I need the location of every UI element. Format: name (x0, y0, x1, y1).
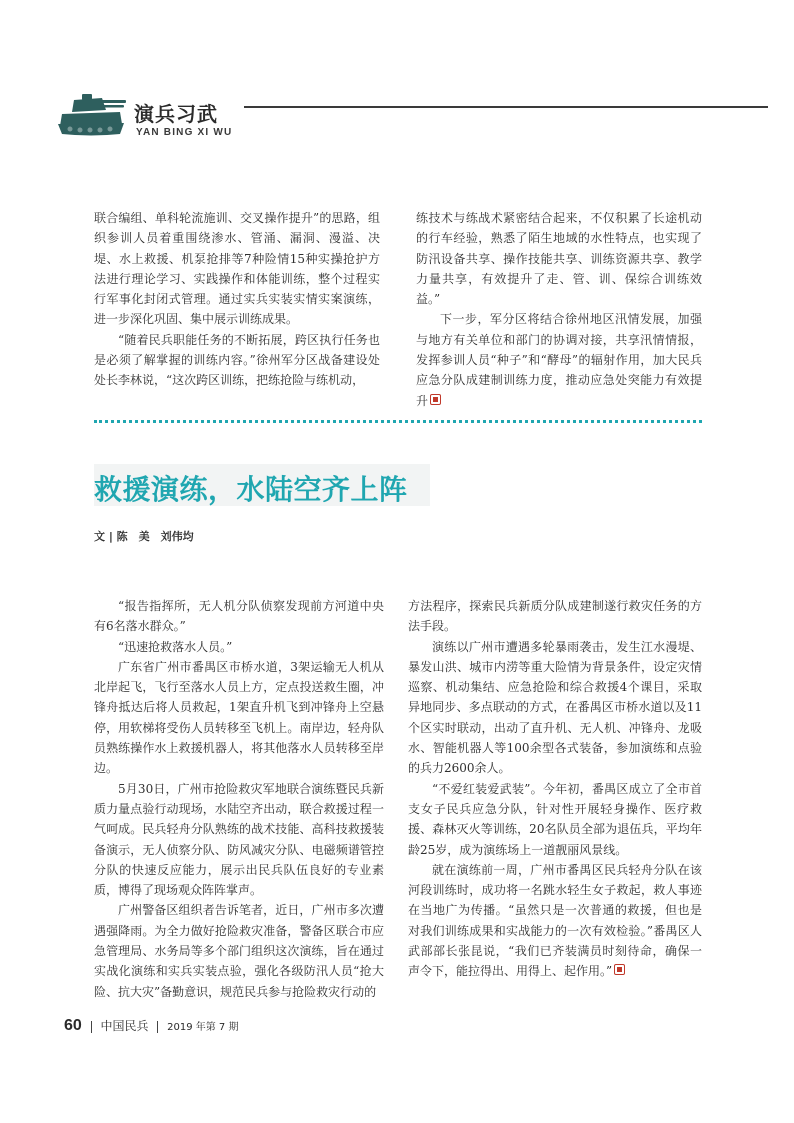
paragraph: “迅速抢救落水人员。” (118, 639, 233, 654)
paragraph-text: 就在演练前一周，广州市番禺区民兵轻舟分队在该河段训练时，成功将一名跳水轻生女子救起，救人事迹在当地广为传播。“虽然只是一次普通的救援，但也是对我们训练成果和实战能力的一次有效检验。”番禺区人武部部长张昆说，“我们已齐装满员时刻待命，确保一声令下，能拉得出、用得上、起作用。” (408, 862, 702, 979)
paragraph: 演练以广州市遭遇多轮暴雨袭击，发生江水漫堤、暴发山洪、城市内涝等重大险情为背景条件，设定灾情巡察、机动集结、应急抢险和综合救援4个课目，采取异地同步、多点联动的方式，在番禺区市桥水道以及11个区实时联动，出动了直升机、无人机、冲锋舟、龙吸水、智能机器人等100余型各式装备，参加演练和点验的兵力2600余人。 (408, 639, 702, 776)
article-left-column (94, 596, 384, 1002)
section-title: 演兵习武 (134, 102, 218, 126)
header-divider (244, 106, 768, 108)
footer-separator (157, 1021, 158, 1033)
paragraph: 广州警备区组织者告诉笔者，近日，广州市多次遭遇强降雨。为全力做好抢险救灾准备，警备区联合市应急管理局、水务局等多个部门组织这次演练，旨在通过实战化演练和实兵实装点验，强化各级防汛人员“抢大险、抗大灾”备勤意识，规范民兵参与抢险救灾行动的 (94, 903, 384, 999)
paragraph (416, 309, 702, 410)
paragraph: 方法程序，探索民兵新质分队成建制遂行救灾任务的方法手段。 (408, 599, 702, 634)
page-number: 60 (64, 1017, 82, 1034)
paragraph (408, 860, 702, 982)
paragraph: 广东省广州市番禺区市桥水道，3架运输无人机从北岸起飞，飞行至落水人员上方，定点投送救生圈，冲锋舟抵达后将人员救起，1架直升机飞到冲锋舟上空悬停，用软梯将受伤人员转移至飞机上。南岸边，轻舟队员熟练操作水上救援机器人，将其他落水人员转移至岸边。 (94, 659, 384, 776)
continuation-right-column (416, 208, 702, 411)
paragraph-text: 下一步，军分区将结合徐州地区汛情发展，加强与地方有关单位和部门的协调对接，共享汛情情报，发挥参训人员“种子”和“酵母”的辐射作用，加大民兵应急分队成建制训练力度，推动应急处突能力有效提升 (416, 312, 702, 408)
magazine-name: 中国民兵 (100, 1019, 149, 1033)
page-footer (64, 1017, 238, 1035)
paragraph: “报告指挥所，无人机分队侦察发现前方河道中央有6名落水群众。” (94, 599, 384, 634)
tank-icon (58, 94, 128, 136)
end-of-article-icon (614, 964, 625, 975)
paragraph: “随着民兵职能任务的不断拓展，跨区执行任务也是必须了解掌握的训练内容。”徐州军分区战备建设处处长李林说，“这次跨区训练，把练抢险与练机动， (94, 332, 380, 388)
article-right-column (408, 596, 702, 982)
paragraph: 联合编组、单科轮流施训、交叉操作提升”的思路，组织参训人员着重围绕渗水、管涌、漏洞、漫溢、决堤、水上救援、机泵抢排等7种险情15种实操抢护方法进行理论学习、实践操作和体能训练，整个过程实行军事化封闭式管理。通过实兵实装实情实案演练，进一步深化巩固、集中展示训练成果。 (94, 211, 380, 327)
article-title: 救援演练，水陆空齐上阵 (94, 473, 408, 506)
section-pinyin: YAN BING XI WU (136, 127, 233, 138)
paragraph: “不爱红装爱武装”。今年初，番禺区成立了全市首支女子民兵应急分队，针对性开展轻身操作、医疗救援、森林灭火等训练，20名队员全部为退伍兵，平均年龄25岁，成为演练场上一道靓丽风景线。 (408, 781, 702, 857)
section-divider (94, 420, 702, 423)
footer-separator (91, 1021, 92, 1033)
issue-label: 2019 年第 7 期 (167, 1022, 239, 1033)
end-of-article-icon (430, 394, 441, 405)
paragraph: 5月30日，广州市抢险救灾军地联合演练暨民兵新质力量点验行动现场，水陆空齐出动，联合救援过程一气呵成。民兵轻舟分队熟练的战术技能、高科技救援装备演示，无人侦察分队、防风减灾分队、电磁频谱管控分队的快速反应能力，展示出民兵队伍良好的专业素质，博得了现场观众阵阵掌声。 (94, 781, 384, 898)
byline: 文 | 陈 美 刘伟均 (94, 530, 194, 543)
continuation-left-column (94, 208, 380, 391)
paragraph: 练技术与练战术紧密结合起来，不仅积累了长途机动的行车经验，熟悉了陌生地域的水性特点，也实现了防汛设备共享、操作技能共享、训练资源共享、教学力量共享，有效提升了走、管、训、保综合训练效益。” (416, 211, 702, 307)
